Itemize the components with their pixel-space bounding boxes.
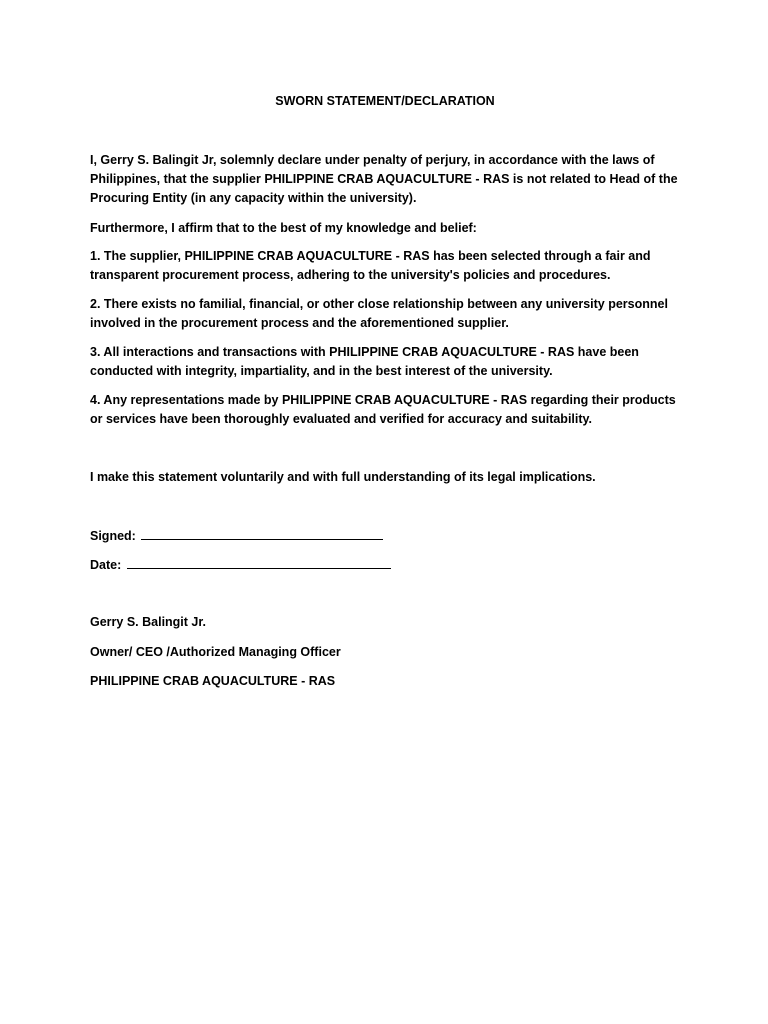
- signed-label: Signed:: [90, 529, 136, 543]
- document-title: SWORN STATEMENT/DECLARATION: [275, 94, 495, 108]
- affirmation-item-1: 1. The supplier, PHILIPPINE CRAB AQUACULTURE - RAS has been selected through a fair and transparent procurement process, adhering to the university's policies and procedures.: [90, 249, 651, 282]
- affirmation-item-2: 2. There exists no familial, financial, or other close relationship between any university personnel involved in the procurement process and the aforementioned supplier.: [90, 297, 668, 330]
- signatory-name: Gerry S. Balingit Jr.: [90, 615, 207, 629]
- signatory-company: PHILIPPINE CRAB AQUACULTURE - RAS: [90, 674, 336, 688]
- date-row: [90, 555, 680, 575]
- document-page: [90, 0, 680, 1024]
- statement-paragraph: I make this statement voluntarily and with full understanding of its legal implications.: [90, 470, 596, 484]
- signatory-position: Owner/ CEO /Authorized Managing Officer: [90, 645, 341, 659]
- affirmation-item-3: 3. All interactions and transactions with PHILIPPINE CRAB AQUACULTURE - RAS have been conducted with integrity, impartiality, and in the best interest of the university.: [90, 345, 639, 378]
- furthermore-paragraph: Furthermore, I affirm that to the best of my knowledge and belief:: [90, 221, 477, 235]
- signed-row: [90, 526, 680, 546]
- affirmation-item-4: 4. Any representations made by PHILIPPINE CRAB AQUACULTURE - RAS regarding their products or services have been thoroughly evaluated and verified for accuracy and suitability.: [90, 393, 676, 426]
- signed-line: [141, 526, 383, 540]
- date-label: Date:: [90, 558, 122, 572]
- date-line: [127, 555, 391, 569]
- intro-paragraph: I, Gerry S. Balingit Jr, solemnly declare under penalty of perjury, in accordance with the laws of Philippines, that the supplier PHILIPPINE CRAB AQUACULTURE - RAS is not related to Head of the Procuring Entity (in any capacity within the university).: [90, 153, 678, 205]
